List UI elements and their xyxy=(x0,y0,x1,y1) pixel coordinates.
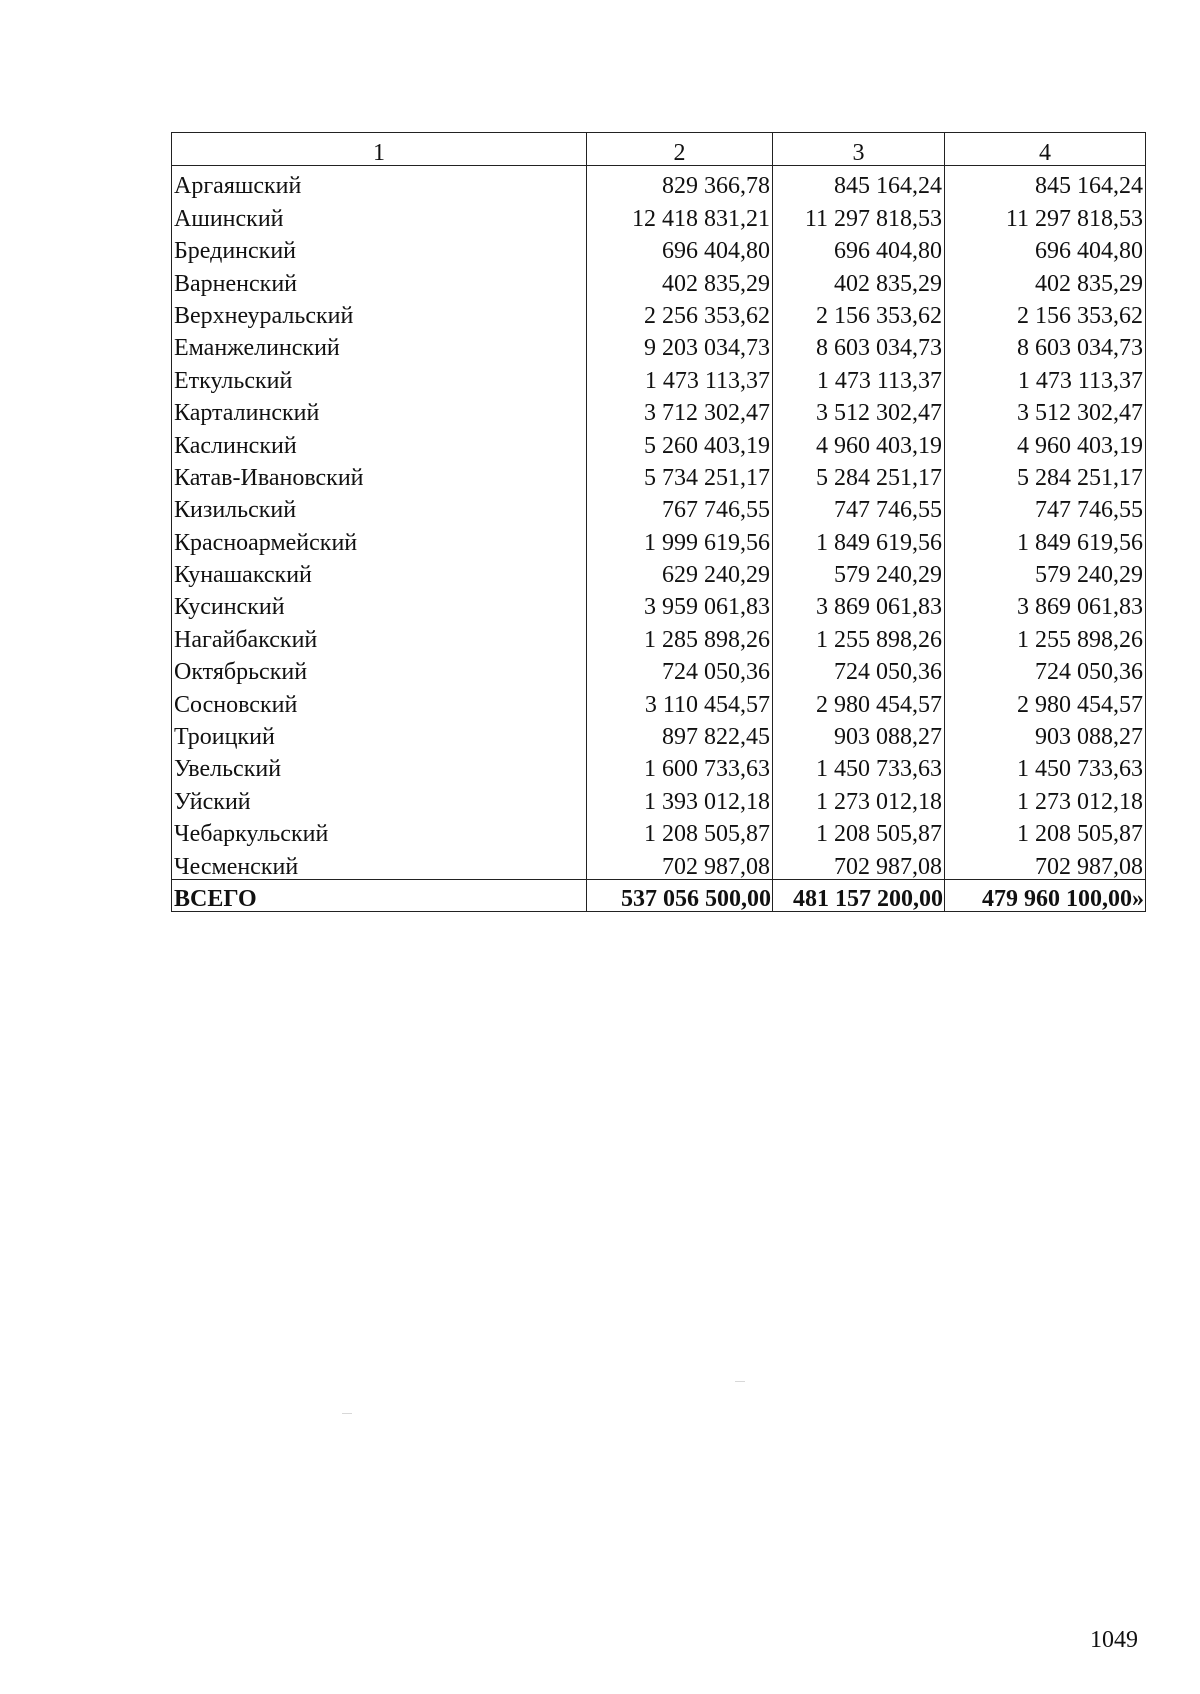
value-col-2: 829 366,78 xyxy=(587,166,773,199)
value-col-2: 1 999 619,56 xyxy=(587,522,773,554)
total-label: ВСЕГО xyxy=(172,879,587,911)
value-col-2: 897 822,45 xyxy=(587,717,773,749)
table-row xyxy=(172,296,1146,328)
table-row xyxy=(172,328,1146,360)
column-header-1: 1 xyxy=(172,133,587,166)
district-name: Троицкий xyxy=(172,717,587,749)
value-col-4: 579 240,29 xyxy=(945,555,1146,587)
table-row xyxy=(172,490,1146,522)
value-col-4: 3 869 061,83 xyxy=(945,587,1146,619)
table-row xyxy=(172,425,1146,457)
column-header-2: 2 xyxy=(587,133,773,166)
value-col-3: 3 512 302,47 xyxy=(773,393,945,425)
table-row xyxy=(172,749,1146,781)
table-row xyxy=(172,619,1146,651)
table-row xyxy=(172,684,1146,716)
value-col-2: 724 050,36 xyxy=(587,652,773,684)
table-row xyxy=(172,846,1146,879)
value-col-3: 8 603 034,73 xyxy=(773,328,945,360)
district-name: Чесменский xyxy=(172,846,587,879)
value-col-4: 4 960 403,19 xyxy=(945,425,1146,457)
total-col-2: 537 056 500,00 xyxy=(587,879,773,911)
district-name: Еманжелинский xyxy=(172,328,587,360)
value-col-2: 9 203 034,73 xyxy=(587,328,773,360)
value-col-3: 4 960 403,19 xyxy=(773,425,945,457)
value-col-4: 11 297 818,53 xyxy=(945,198,1146,230)
value-col-3: 3 869 061,83 xyxy=(773,587,945,619)
value-col-4: 3 512 302,47 xyxy=(945,393,1146,425)
value-col-3: 11 297 818,53 xyxy=(773,198,945,230)
value-col-4: 8 603 034,73 xyxy=(945,328,1146,360)
value-col-2: 402 835,29 xyxy=(587,263,773,295)
value-col-4: 1 273 012,18 xyxy=(945,781,1146,813)
value-col-3: 2 980 454,57 xyxy=(773,684,945,716)
table-row xyxy=(172,360,1146,392)
value-col-3: 579 240,29 xyxy=(773,555,945,587)
value-col-2: 12 418 831,21 xyxy=(587,198,773,230)
value-col-4: 1 450 733,63 xyxy=(945,749,1146,781)
value-col-2: 1 393 012,18 xyxy=(587,781,773,813)
district-name: Кусинский xyxy=(172,587,587,619)
district-name: Верхнеуральский xyxy=(172,296,587,328)
value-col-2: 1 208 505,87 xyxy=(587,814,773,846)
header-row xyxy=(172,133,1146,166)
district-name: Ашинский xyxy=(172,198,587,230)
total-col-4: 479 960 100,00» xyxy=(945,879,1146,911)
district-name: Брединский xyxy=(172,231,587,263)
value-col-4: 724 050,36 xyxy=(945,652,1146,684)
district-name: Катав-Ивановский xyxy=(172,458,587,490)
value-col-3: 747 746,55 xyxy=(773,490,945,522)
value-col-2: 702 987,08 xyxy=(587,846,773,879)
district-name: Каслинский xyxy=(172,425,587,457)
table-row xyxy=(172,717,1146,749)
district-name: Сосновский xyxy=(172,684,587,716)
value-col-3: 402 835,29 xyxy=(773,263,945,295)
district-name: Карталинский xyxy=(172,393,587,425)
table-row xyxy=(172,522,1146,554)
table-row xyxy=(172,587,1146,619)
value-col-2: 3 712 302,47 xyxy=(587,393,773,425)
value-col-4: 903 088,27 xyxy=(945,717,1146,749)
table-row xyxy=(172,555,1146,587)
table-header xyxy=(172,133,1146,166)
value-col-3: 2 156 353,62 xyxy=(773,296,945,328)
value-col-3: 1 255 898,26 xyxy=(773,619,945,651)
value-col-4: 702 987,08 xyxy=(945,846,1146,879)
total-col-3: 481 157 200,00 xyxy=(773,879,945,911)
district-name: Уйский xyxy=(172,781,587,813)
column-header-4: 4 xyxy=(945,133,1146,166)
value-col-2: 1 473 113,37 xyxy=(587,360,773,392)
scan-mark xyxy=(342,1413,352,1414)
table-row xyxy=(172,814,1146,846)
table-row xyxy=(172,393,1146,425)
value-col-4: 1 208 505,87 xyxy=(945,814,1146,846)
value-col-2: 5 734 251,17 xyxy=(587,458,773,490)
value-col-4: 1 255 898,26 xyxy=(945,619,1146,651)
value-col-2: 1 600 733,63 xyxy=(587,749,773,781)
value-col-4: 1 849 619,56 xyxy=(945,522,1146,554)
value-col-4: 845 164,24 xyxy=(945,166,1146,199)
value-col-3: 724 050,36 xyxy=(773,652,945,684)
total-row xyxy=(172,879,1146,911)
district-name: Аргаяшский xyxy=(172,166,587,199)
value-col-4: 2 980 454,57 xyxy=(945,684,1146,716)
scan-mark xyxy=(735,1381,745,1382)
value-col-3: 1 208 505,87 xyxy=(773,814,945,846)
value-col-4: 402 835,29 xyxy=(945,263,1146,295)
value-col-3: 1 273 012,18 xyxy=(773,781,945,813)
value-col-2: 767 746,55 xyxy=(587,490,773,522)
value-col-4: 5 284 251,17 xyxy=(945,458,1146,490)
value-col-3: 1 450 733,63 xyxy=(773,749,945,781)
value-col-3: 903 088,27 xyxy=(773,717,945,749)
value-col-2: 5 260 403,19 xyxy=(587,425,773,457)
value-col-3: 845 164,24 xyxy=(773,166,945,199)
page-number: 1049 xyxy=(1090,1627,1138,1653)
table-row xyxy=(172,781,1146,813)
district-name: Нагайбакский xyxy=(172,619,587,651)
table-row xyxy=(172,166,1146,199)
district-name: Кунашакский xyxy=(172,555,587,587)
table-row xyxy=(172,263,1146,295)
value-col-3: 1 473 113,37 xyxy=(773,360,945,392)
table-row xyxy=(172,652,1146,684)
value-col-2: 629 240,29 xyxy=(587,555,773,587)
district-name: Октябрьский xyxy=(172,652,587,684)
district-name: Чебаркульский xyxy=(172,814,587,846)
value-col-2: 696 404,80 xyxy=(587,231,773,263)
column-header-3: 3 xyxy=(773,133,945,166)
value-col-2: 2 256 353,62 xyxy=(587,296,773,328)
value-col-2: 3 110 454,57 xyxy=(587,684,773,716)
value-col-4: 696 404,80 xyxy=(945,231,1146,263)
table-row xyxy=(172,198,1146,230)
value-col-3: 1 849 619,56 xyxy=(773,522,945,554)
district-name: Еткульский xyxy=(172,360,587,392)
value-col-3: 702 987,08 xyxy=(773,846,945,879)
value-col-4: 2 156 353,62 xyxy=(945,296,1146,328)
value-col-2: 3 959 061,83 xyxy=(587,587,773,619)
table-row xyxy=(172,231,1146,263)
district-name: Увельский xyxy=(172,749,587,781)
value-col-3: 5 284 251,17 xyxy=(773,458,945,490)
value-col-4: 747 746,55 xyxy=(945,490,1146,522)
budget-table xyxy=(171,132,1146,912)
district-name: Варненский xyxy=(172,263,587,295)
table-body xyxy=(172,166,1146,912)
value-col-2: 1 285 898,26 xyxy=(587,619,773,651)
table-row xyxy=(172,458,1146,490)
district-name: Красноармейский xyxy=(172,522,587,554)
value-col-3: 696 404,80 xyxy=(773,231,945,263)
district-name: Кизильский xyxy=(172,490,587,522)
value-col-4: 1 473 113,37 xyxy=(945,360,1146,392)
